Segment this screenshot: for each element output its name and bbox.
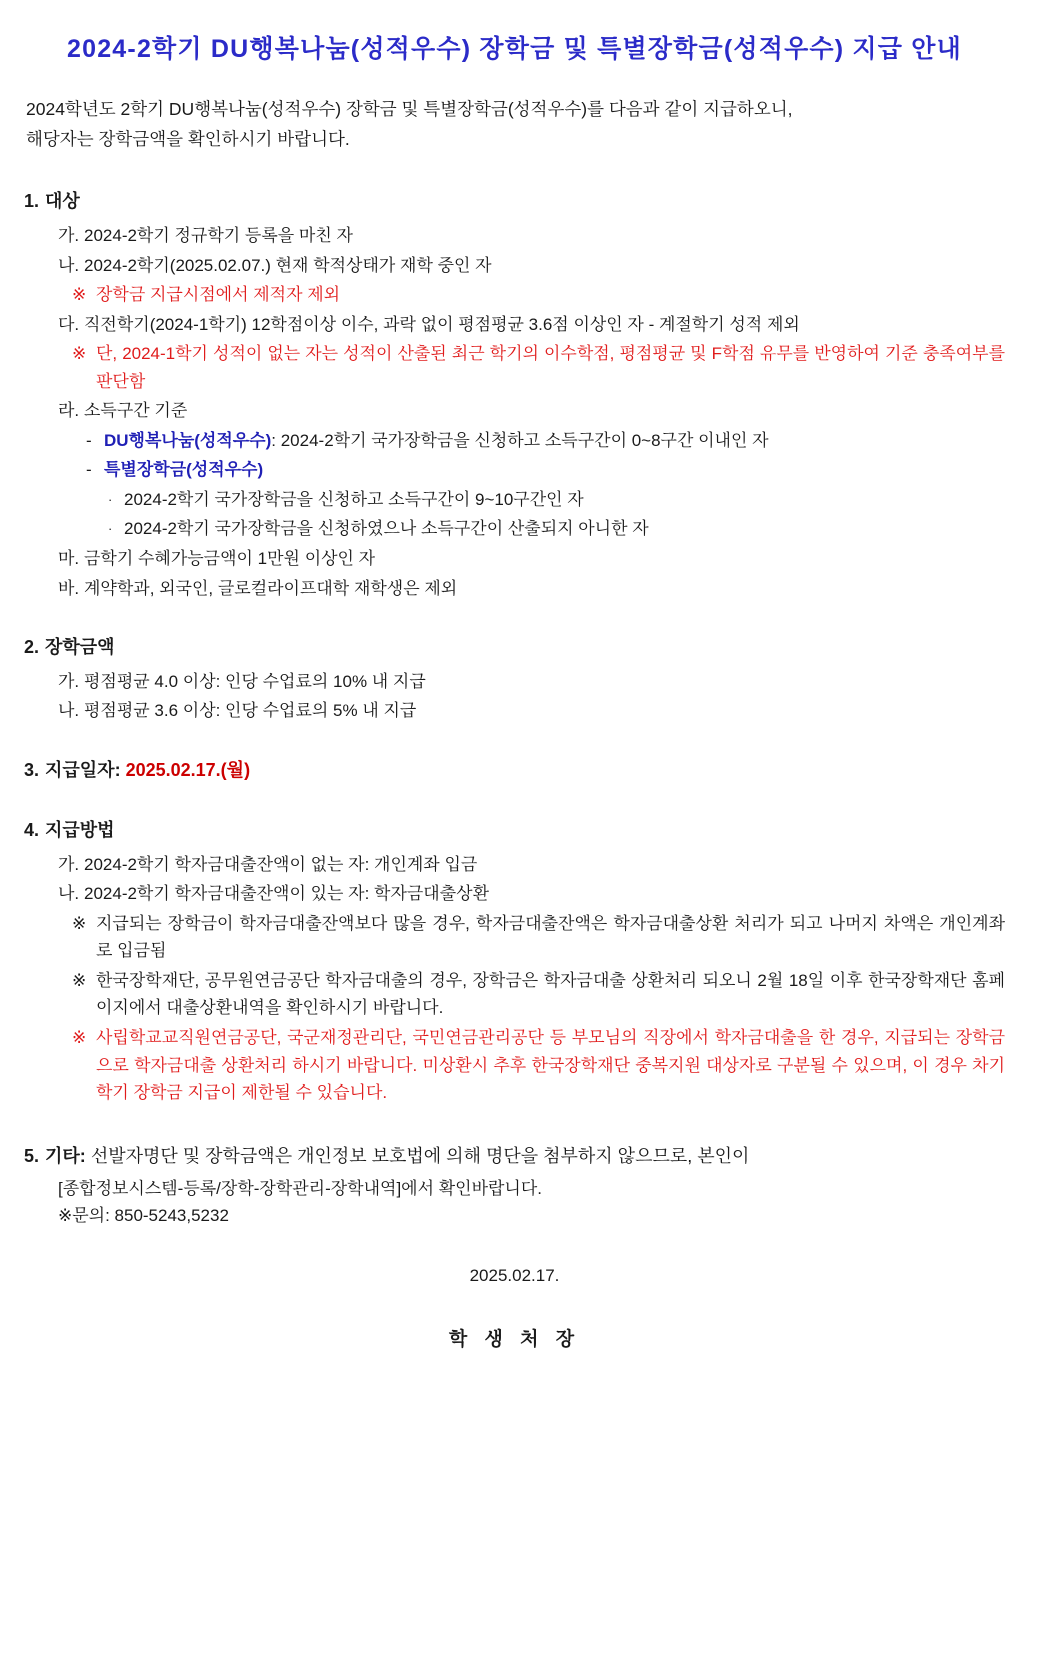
section-5-heading [24,1143,1005,1171]
spacer [24,608,1005,634]
list-text: 평점평균 3.6 이상: 인당 수업료의 5% 내 지급 [84,701,417,721]
section-1-item-d [58,397,1005,425]
list-text: 소득구간 기준 [84,401,188,421]
section-4-note-2 [72,967,1005,1022]
list-text: 평점평균 4.0 이상: 인당 수업료의 10% 내 지급 [84,671,426,691]
section-2-heading [24,634,1005,662]
page-title: 2024-2학기 DU행복나눔(성적우수) 장학금 및 특별장학금(성적우수) 지급 안내 [67,35,962,63]
note-marker: ※ [72,913,87,933]
list-marker: 바. [58,578,80,598]
section-1 [24,188,1005,602]
section-3 [24,757,1005,785]
list-text: 2024-2학기 국가장학금을 신청하였으나 소득구간이 산출되지 아니한 자 [124,519,649,539]
scholarship-du-detail: : 2024-2학기 국가장학금을 신청하고 소득구간이 0~8구간 이내인 자 [271,430,769,450]
document-date: 2025.02.17. [469,1266,560,1286]
section-2-item-b [58,697,1005,725]
note-text: 장학금 지급시점에서 제적자 제외 [96,285,341,305]
intro-paragraph [26,95,1005,155]
note-text: 한국장학재단, 공무원연금공단 학자금대출의 경우, 장학금은 학자금대출 상환처리 되오니 2월 18일 이후 한국장학재단 홈페이지에서 대출상환내역을 확인하시기 바랍니다. [96,970,1005,1018]
list-text: 2024-2학기 국가장학금을 신청하고 소득구간이 9~10구간인 자 [124,489,584,509]
list-text: 2024-2학기 학자금대출잔액이 있는 자: 학자금대출상환 [84,884,489,904]
list-marker: 다. [58,314,80,334]
list-marker: 마. [58,548,80,568]
section-5-label: 기타 [45,1145,80,1166]
section-1-item-c [58,311,1005,339]
section-5-contact: ※문의: 850-5243,5232 [58,1205,229,1225]
spacer [24,1113,1005,1139]
dash-marker: - [86,460,92,480]
spacer [24,791,1005,817]
section-1-item-d-sub-2-b [108,515,1005,543]
note-marker: ※ [72,970,87,990]
list-marker: 나. [58,255,80,275]
section-1-label: 대상 [45,191,80,212]
document-signer: 학 생 처 장 [448,1329,581,1351]
section-5-number: 5. [24,1145,40,1166]
dash-marker: - [86,430,92,450]
dot-marker: · [108,521,113,537]
section-1-item-a [58,222,1005,250]
dot-marker: · [108,491,113,507]
section-5 [24,1143,1005,1230]
list-text: 계약학과, 외국인, 글로컬라이프대학 재학생은 제외 [84,578,458,598]
list-text: 2024-2학기 학자금대출잔액이 없는 자: 개인계좌 입금 [84,854,478,874]
note-text: 사립학교교직원연금공단, 국군재정관리단, 국민연금관리공단 등 부모님의 직장에서 학자금대출을 한 경우, 지급되는 장학금으로 학자금대출 상환처리 하시기 바랍니다. 미상환시 추후 한국장학재단 중복지원 대상자로 구분될 수 있으며, 이 경우 차기 학기 장학금 지급이 제한될 수 있습니다. [96,1027,1005,1103]
list-marker: 가. [58,226,80,246]
section-1-heading [24,188,1005,216]
section-4-note-3 [72,1024,1005,1107]
section-1-item-f [58,575,1005,603]
list-marker: 라. [58,401,80,421]
section-4 [24,817,1005,1107]
note-marker: ※ [72,1027,87,1047]
section-3-label: 지급일자 [45,760,115,780]
section-5-separator: : [79,1145,86,1166]
intro-line-2: 해당자는 장학금액을 확인하시기 바랍니다. [26,128,350,149]
section-1-note-2 [72,340,1005,395]
scholarship-name-du: DU행복나눔(성적우수) [104,430,272,450]
section-4-label: 지급방법 [45,819,115,840]
payment-date-value: 2025.02.17.(월) [125,760,251,780]
note-marker: ※ [72,285,87,305]
list-marker: 가. [58,854,80,874]
section-1-item-b [58,252,1005,280]
list-text: 2024-2학기(2025.02.07.) 현재 학적상태가 재학 중인 자 [84,255,492,275]
section-4-item-a [58,851,1005,879]
section-2-label: 장학금액 [45,637,115,658]
scholarship-name-special: 특별장학금(성적우수) [104,460,264,480]
section-2 [24,634,1005,725]
list-text: 직전학기(2024-1학기) 12학점이상 이수, 과락 없이 평점평균 3.6점 이상인 자 - 계절학기 성적 제외 [84,314,800,334]
list-text [104,456,1005,484]
spacer [24,731,1005,757]
section-4-number: 4. [24,819,40,840]
list-text [104,427,1005,455]
list-marker: 가. [58,671,80,691]
section-1-number: 1. [24,191,40,212]
section-3-separator: : [114,760,121,780]
list-text: 금학기 수혜가능금액이 1만원 이상인 자 [84,548,376,568]
list-marker: 나. [58,884,80,904]
section-1-item-d-sub-2-a [108,486,1005,514]
section-1-item-e [58,545,1005,573]
list-text: 2024-2학기 정규학기 등록을 마친 자 [84,226,353,246]
section-5-line-2: [종합정보시스템-등록/장학-장학관리-장학내역]에서 확인바랍니다. [58,1179,542,1199]
note-text: 지급되는 장학금이 학자금대출잔액보다 많을 경우, 학자금대출잔액은 학자금대출상환 처리가 되고 나머지 차액은 개인계좌로 입금됨 [96,913,1005,961]
section-1-item-d-sub-1 [86,427,1005,455]
section-1-note-1 [72,281,1005,309]
section-2-number: 2. [24,637,40,658]
section-2-item-a [58,668,1005,696]
section-4-note-1 [72,910,1005,965]
section-1-item-d-sub-2 [86,456,1005,484]
list-marker: 나. [58,701,80,721]
section-4-item-b [58,880,1005,908]
section-3-heading [24,757,1005,785]
section-4-heading [24,817,1005,845]
section-3-number: 3. [24,760,40,780]
section-5-line-1: 선발자명단 및 장학금액은 개인정보 보호법에 의해 명단을 첨부하지 않으므로, 본인이 [90,1145,750,1166]
intro-line-1: 2024학년도 2학기 DU행복나눔(성적우수) 장학금 및 특별장학금(성적우수)를 다음과 같이 지급하오니, [26,98,793,119]
note-marker: ※ [72,344,87,364]
note-text: 단, 2024-1학기 성적이 없는 자는 성적이 산출된 최근 학기의 이수학점, 평점평균 및 F학점 유무를 반영하여 기준 충족여부를 판단함 [96,344,1005,391]
